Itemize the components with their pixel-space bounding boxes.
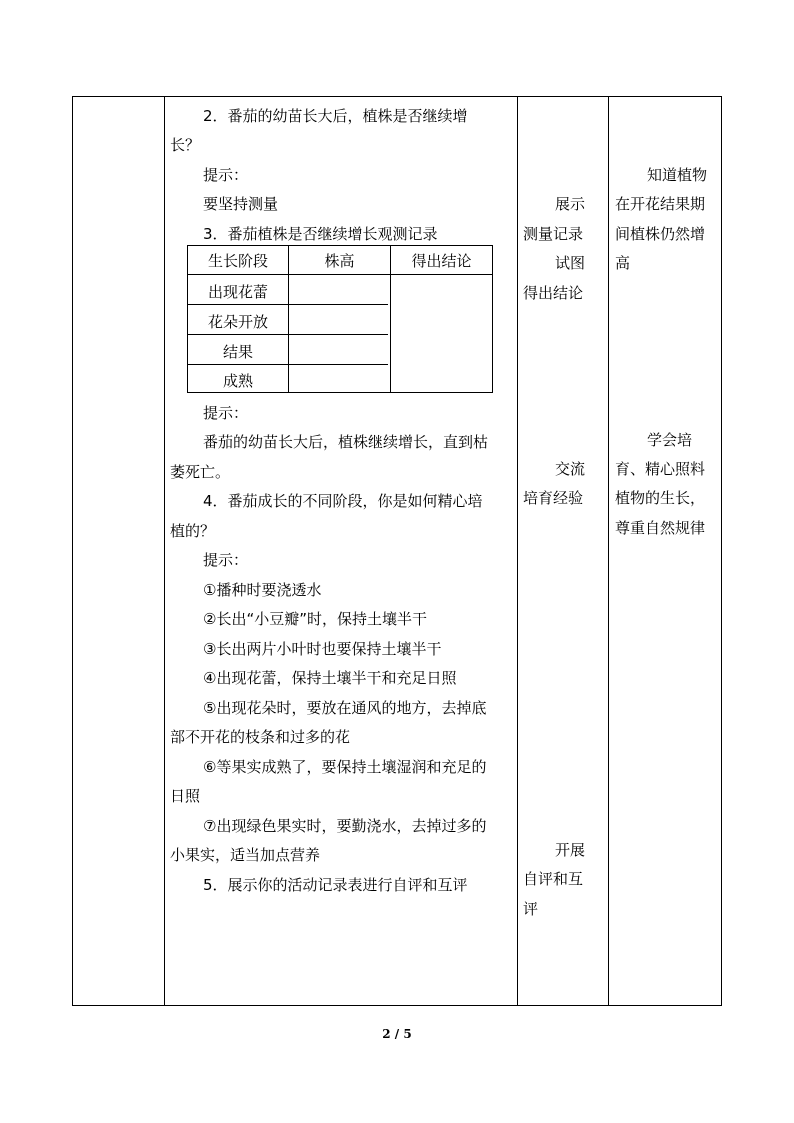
goal-text: 间植株仍然增 — [615, 225, 706, 243]
goal-text: 高 — [615, 254, 631, 272]
column-divider — [608, 97, 609, 1005]
table-row-stage: 结果 — [222, 343, 253, 361]
table-divider — [188, 304, 388, 305]
tip-item: ⑥等果实成熟了，要保持土壤湿润和充足的 — [203, 758, 487, 776]
goal-text: 在开花结果期 — [615, 195, 706, 213]
activity-text: 测量记录 — [523, 225, 584, 243]
column-divider — [164, 97, 165, 1005]
activity-text: 得出结论 — [523, 284, 584, 302]
tip-item: ②长出“小豆瓣”时，保持土壤半干 — [203, 610, 427, 628]
activity-text: 试图 — [555, 254, 586, 272]
table-header-conclusion: 得出结论 — [411, 252, 472, 270]
hint-text: 要坚持测量 — [203, 195, 279, 213]
hint-label: 提示： — [203, 551, 249, 569]
page-number: 2 / 5 — [382, 1027, 412, 1041]
tip-item-continued: 小果实，适当加点营养 — [170, 846, 321, 864]
hint2-line2: 萎死亡。 — [170, 463, 231, 481]
activity-text: 自评和互 — [523, 870, 584, 888]
table-header-height: 株高 — [324, 252, 355, 270]
activity-text: 交流 — [555, 460, 586, 478]
question-2-line1: 2．番茄的幼苗长大后，植株是否继续增 — [203, 107, 468, 125]
tip-item: ⑦出现绿色果实时，要勤浇水，去掉过多的 — [203, 817, 487, 835]
goal-text: 植物的生长， — [615, 489, 706, 507]
tip-item: ①播种时要浇透水 — [203, 581, 322, 599]
table-header-stage: 生长阶段 — [207, 252, 268, 270]
activity-text: 评 — [523, 900, 539, 918]
tip-item: ⑤出现花朵时，要放在通风的地方，去掉底 — [203, 699, 487, 717]
hint2-line1: 番茄的幼苗长大后，植株继续增长，直到枯 — [203, 433, 489, 451]
tip-item-continued: 日照 — [170, 787, 201, 805]
tip-item: ④出现花蕾，保持土壤半干和充足日照 — [203, 669, 457, 687]
activity-text: 展示 — [555, 195, 586, 213]
tip-item: ③长出两片小叶时也要保持土壤半干 — [203, 640, 442, 658]
table-row-stage: 成熟 — [222, 372, 253, 390]
goal-text: 育、精心照料 — [615, 460, 706, 478]
table-row-stage: 出现花蕾 — [207, 283, 268, 301]
tip-item-continued: 部不开花的枝条和过多的花 — [170, 728, 351, 746]
activity-text: 培育经验 — [523, 489, 584, 507]
hint-label: 提示： — [203, 404, 249, 422]
table-divider — [188, 364, 388, 365]
table-divider — [188, 274, 492, 275]
question-4-line2: 植的？ — [170, 522, 216, 540]
goal-text: 尊重自然规律 — [615, 519, 706, 537]
hint-label: 提示： — [203, 166, 249, 184]
question-3: 3．番茄植株是否继续增长观测记录 — [203, 225, 438, 243]
column-divider — [517, 97, 518, 1005]
question-2-line2: 长？ — [170, 136, 201, 154]
table-row-stage: 花朵开放 — [207, 313, 268, 331]
goal-text: 知道植物 — [647, 166, 708, 184]
table-divider — [188, 334, 388, 335]
question-5: 5．展示你的活动记录表进行自评和互评 — [203, 876, 468, 894]
observation-record-table — [187, 245, 493, 393]
question-4-line1: 4．番茄成长的不同阶段，你是如何精心培 — [203, 492, 483, 510]
goal-text: 学会培 — [647, 431, 693, 449]
activity-text: 开展 — [555, 841, 586, 859]
